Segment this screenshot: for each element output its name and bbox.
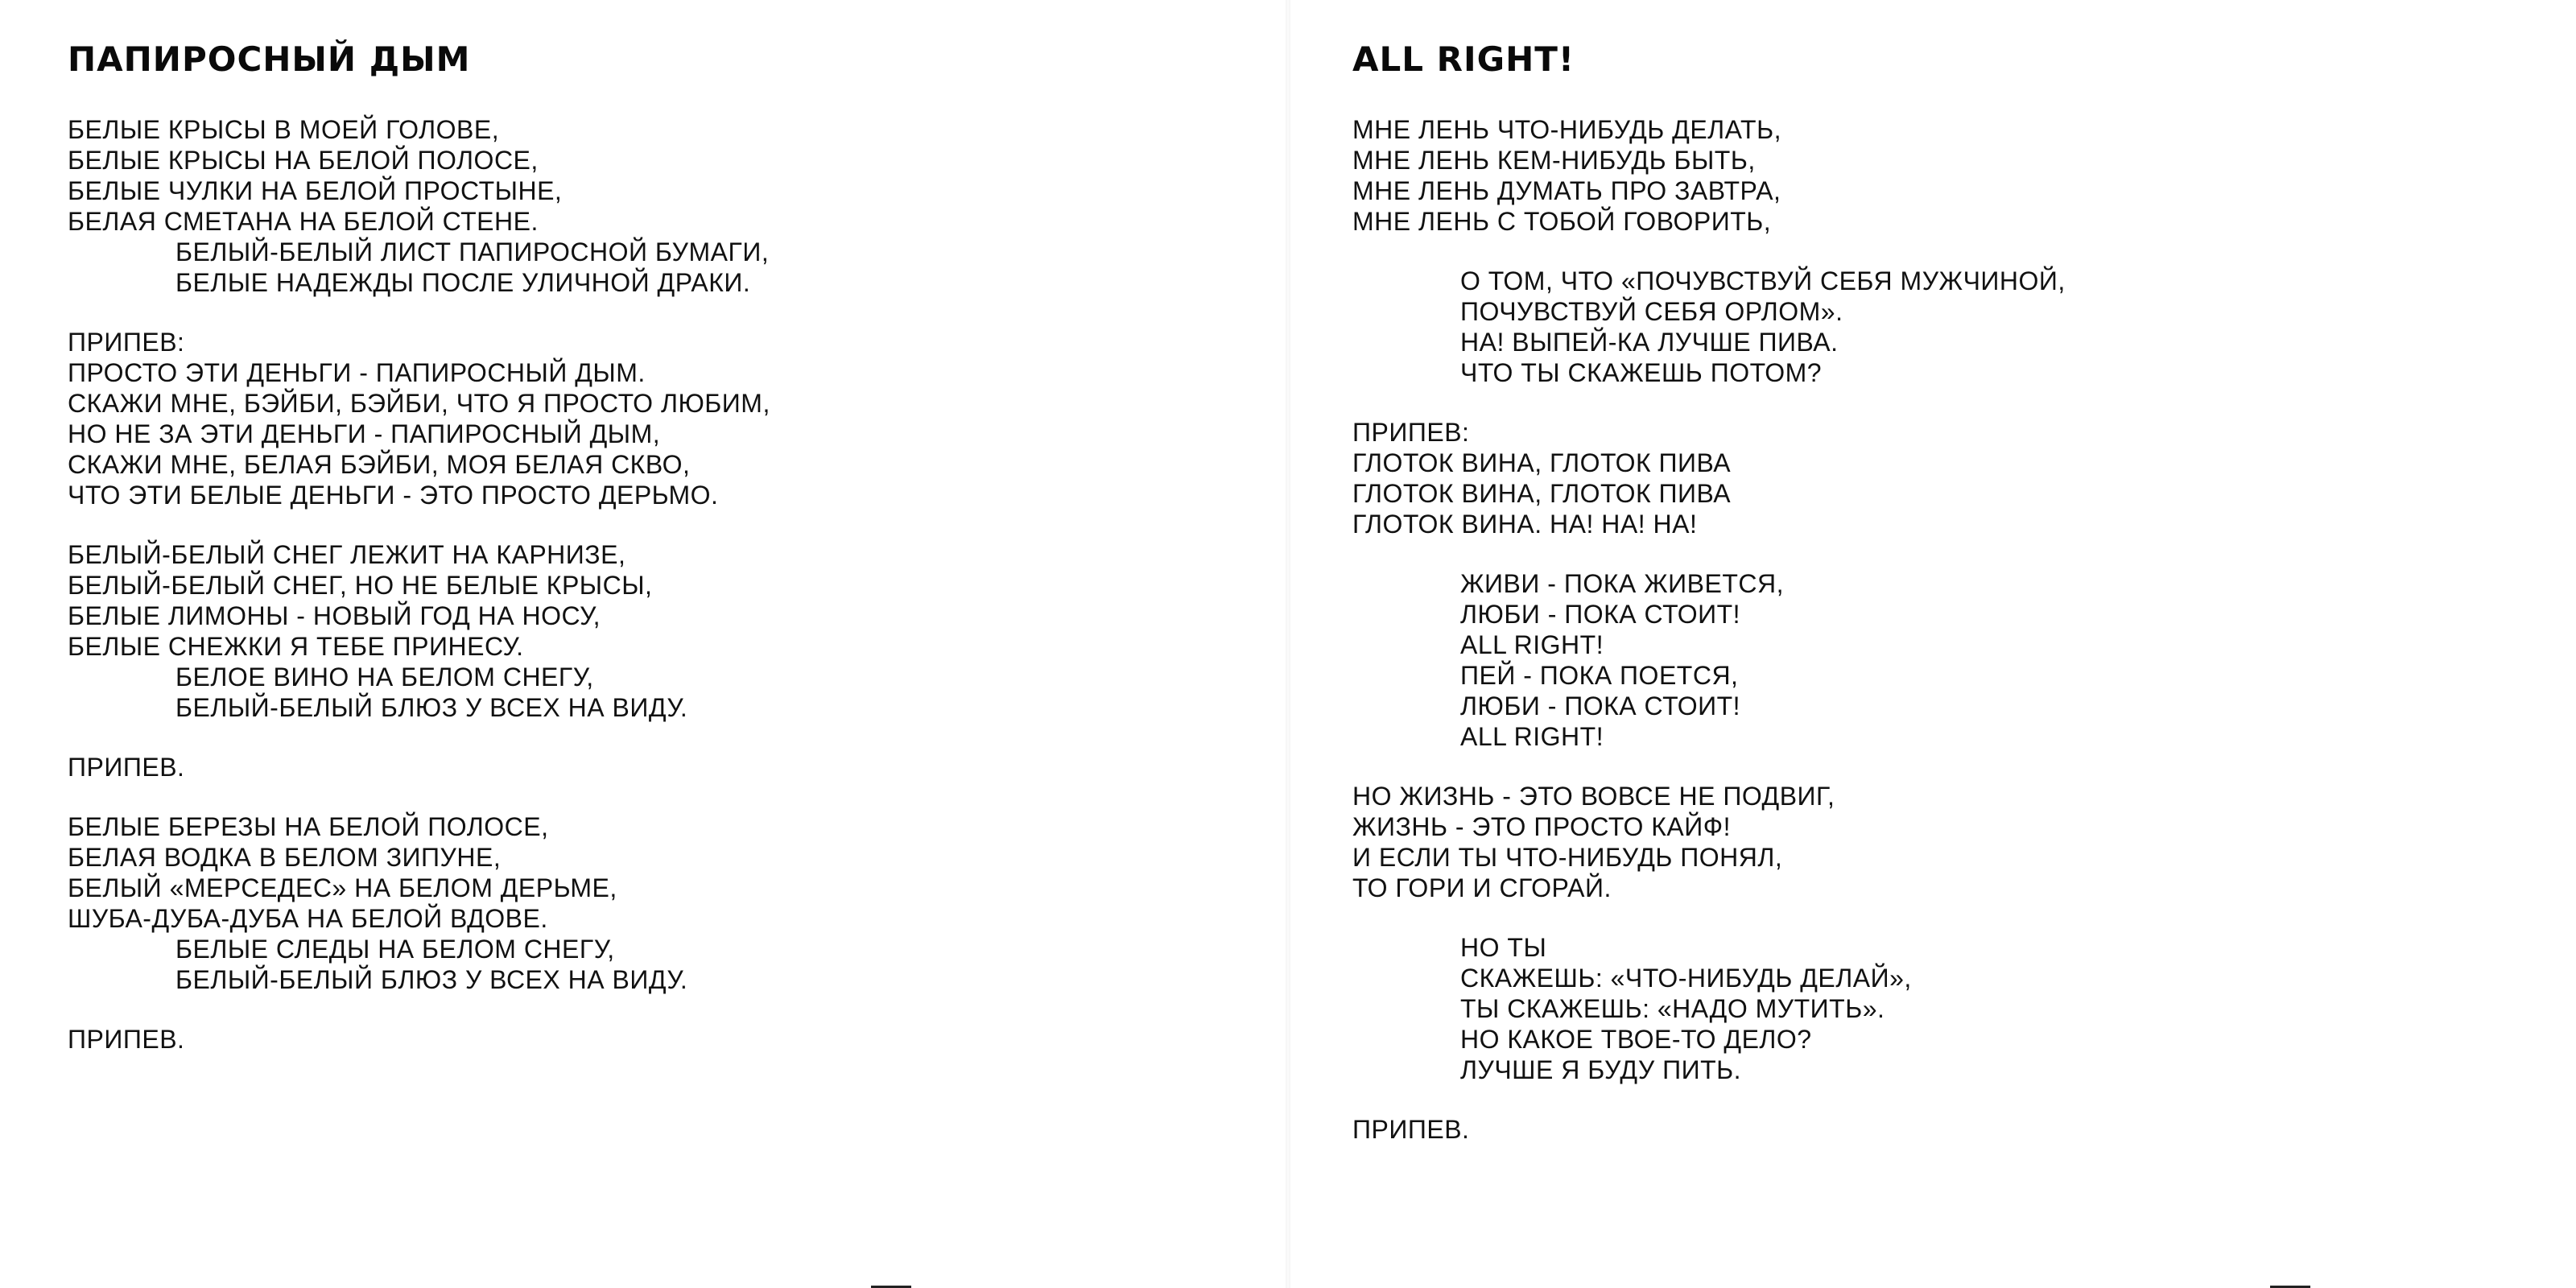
lyric-line: БЕЛЫЙ-БЕЛЫЙ СНЕГ ЛЕЖИТ НА КАРНИЗЕ, [68, 540, 626, 569]
lyric-line: ТЫ СКАЖЕШЬ: «НАДО МУТИТЬ». [1460, 994, 1885, 1023]
lyric-line: ПРИПЕВ. [1352, 1115, 1470, 1144]
lyric-line: НО КАКОЕ ТВОЕ-ТО ДЕЛО? [1460, 1025, 1812, 1054]
lyric-line: ГЛОТОК ВИНА, ГЛОТОК ПИВА [1352, 448, 1732, 477]
stanza [68, 327, 770, 510]
lyric-line: НО ЖИЗНЬ - ЭТО ВОВСЕ НЕ ПОДВИГ, [1352, 782, 1835, 811]
song-title: ALL RIGHT! [1352, 39, 1575, 79]
lyrics [1352, 114, 2066, 1145]
lyric-line: ЧТО ЭТИ БЕЛЫЕ ДЕНЬГИ - ЭТО ПРОСТО ДЕРЬМО. [68, 481, 719, 510]
lyrics [68, 114, 770, 1055]
lyric-line: БЕЛОЕ ВИНО НА БЕЛОМ СНЕГУ, [175, 663, 594, 691]
lyric-line: ЛУЧШЕ Я БУДУ ПИТЬ. [1460, 1055, 1742, 1084]
right-page [1288, 0, 2576, 1288]
lyric-line: ГЛОТОК ВИНА. НА! НА! НА! [1352, 510, 1698, 539]
lyric-line: ALL RIGHT! [1460, 722, 1604, 751]
lyric-line: СКАЖЕШЬ: «ЧТО-НИБУДЬ ДЕЛАЙ», [1460, 964, 1912, 993]
lyric-line: МНЕ ЛЕНЬ С ТОБОЙ ГОВОРИТЬ, [1352, 207, 1772, 236]
lyric-line: БЕЛЫЕ КРЫСЫ НА БЕЛОЙ ПОЛОСЕ, [68, 146, 539, 175]
stanza [68, 752, 770, 782]
lyric-line: ПРИПЕВ. [68, 753, 185, 782]
lyric-line: БЕЛЫЕ БЕРЕЗЫ НА БЕЛОЙ ПОЛОСЕ, [68, 812, 549, 841]
lyric-line: СКАЖИ МНЕ, БЕЛАЯ БЭЙБИ, МОЯ БЕЛАЯ СКВО, [68, 450, 691, 479]
left-song [68, 37, 770, 1084]
lyric-line: ШУБА-ДУБА-ДУБА НА БЕЛОЙ ВДОВЕ. [68, 904, 548, 933]
stanza [1352, 932, 2066, 1085]
lyric-line: СКАЖИ МНЕ, БЭЙБИ, БЭЙБИ, ЧТО Я ПРОСТО ЛЮБИМ, [68, 389, 770, 418]
right-song [1352, 37, 2066, 1174]
lyric-line: ГЛОТОК ВИНА, ГЛОТОК ПИВА [1352, 479, 1732, 508]
lyric-line: БЕЛЫЕ НАДЕЖДЫ ПОСЛЕ УЛИЧНОЙ ДРАКИ. [175, 268, 751, 297]
lyric-line: И ЕСЛИ ТЫ ЧТО-НИБУДЬ ПОНЯЛ, [1352, 843, 1783, 872]
lyric-line: ЖИЗНЬ - ЭТО ПРОСТО КАЙФ! [1352, 812, 1731, 841]
lyric-line: БЕЛЫЕ СНЕЖКИ Я ТЕБЕ ПРИНЕСУ. [68, 632, 524, 661]
song-title: ПАПИРОСНЫЙ ДЫМ [68, 39, 471, 79]
lyric-line: БЕЛЫЕ ЧУЛКИ НА БЕЛОЙ ПРОСТЫНЕ, [68, 176, 563, 205]
lyric-line: БЕЛЫЕ СЛЕДЫ НА БЕЛОМ СНЕГУ, [175, 935, 615, 964]
lyric-line: БЕЛЫЕ КРЫСЫ В МОЕЙ ГОЛОВЕ, [68, 115, 500, 144]
lyric-line: БЕЛЫЙ-БЕЛЫЙ СНЕГ, НО НЕ БЕЛЫЕ КРЫСЫ, [68, 571, 653, 600]
lyric-line: НО НЕ ЗА ЭТИ ДЕНЬГИ - ПАПИРОСНЫЙ ДЫМ, [68, 419, 661, 448]
lyric-line: МНЕ ЛЕНЬ ДУМАТЬ ПРО ЗАВТРА, [1352, 176, 1781, 205]
stanza [1352, 417, 2066, 539]
lyric-line: БЕЛЫЙ-БЕЛЫЙ БЛЮЗ У ВСЕХ НА ВИДУ. [175, 965, 688, 994]
stanza [1352, 781, 2066, 903]
lyric-line: МНЕ ЛЕНЬ КЕМ-НИБУДЬ БЫТЬ, [1352, 146, 1756, 175]
stanza [68, 1024, 770, 1055]
lyric-line: БЕЛЫЙ «МЕРСЕДЕС» НА БЕЛОМ ДЕРЬМЕ, [68, 873, 617, 902]
stanza [1352, 266, 2066, 388]
stanza [1352, 114, 2066, 237]
stanza [68, 811, 770, 995]
lyric-line: ПЕЙ - ПОКА ПОЕТСЯ, [1460, 661, 1739, 690]
lyric-line: ЛЮБИ - ПОКА СТОИТ! [1460, 691, 1741, 720]
lyric-line: БЕЛАЯ ВОДКА В БЕЛОМ ЗИПУНЕ, [68, 843, 502, 872]
lyric-line: ЧТО ТЫ СКАЖЕШЬ ПОТОМ? [1460, 358, 1823, 387]
lyric-line: ПОЧУВСТВУЙ СЕБЯ ОРЛОМ». [1460, 297, 1843, 326]
lyric-line: БЕЛЫЙ-БЕЛЫЙ БЛЮЗ У ВСЕХ НА ВИДУ. [175, 693, 688, 722]
lyric-line: ПРОСТО ЭТИ ДЕНЬГИ - ПАПИРОСНЫЙ ДЫМ. [68, 358, 646, 387]
lyric-line: БЕЛАЯ СМЕТАНА НА БЕЛОЙ СТЕНЕ. [68, 207, 539, 236]
lyric-line: МНЕ ЛЕНЬ ЧТО-НИБУДЬ ДЕЛАТЬ, [1352, 115, 1781, 144]
stanza [1352, 1114, 2066, 1145]
lyric-line: О ТОМ, ЧТО «ПОЧУВСТВУЙ СЕБЯ МУЖЧИНОЙ, [1460, 266, 2066, 295]
lyric-line: БЕЛЫЙ-БЕЛЫЙ ЛИСТ ПАПИРОСНОЙ БУМАГИ, [175, 237, 770, 266]
stanza [68, 114, 770, 298]
lyric-line: ЛЮБИ - ПОКА СТОИТ! [1460, 600, 1741, 629]
stanza [1352, 568, 2066, 752]
lyric-line: НА! ВЫПЕЙ-КА ЛУЧШЕ ПИВА. [1460, 328, 1839, 357]
lyric-line: ПРИПЕВ. [68, 1025, 185, 1054]
lyric-line: ПРИПЕВ: [1352, 418, 1470, 447]
lyric-line: НО ТЫ [1460, 933, 1547, 962]
lyric-line: ALL RIGHT! [1460, 630, 1604, 659]
lyric-line: БЕЛЫЕ ЛИМОНЫ - НОВЫЙ ГОД НА НОСУ, [68, 601, 601, 630]
stanza [68, 539, 770, 723]
lyric-line: ЖИВИ - ПОКА ЖИВЕТСЯ, [1460, 569, 1784, 598]
lyric-line: ТО ГОРИ И СГОРАЙ. [1352, 873, 1612, 902]
lyric-line: ПРИПЕВ: [68, 328, 185, 357]
